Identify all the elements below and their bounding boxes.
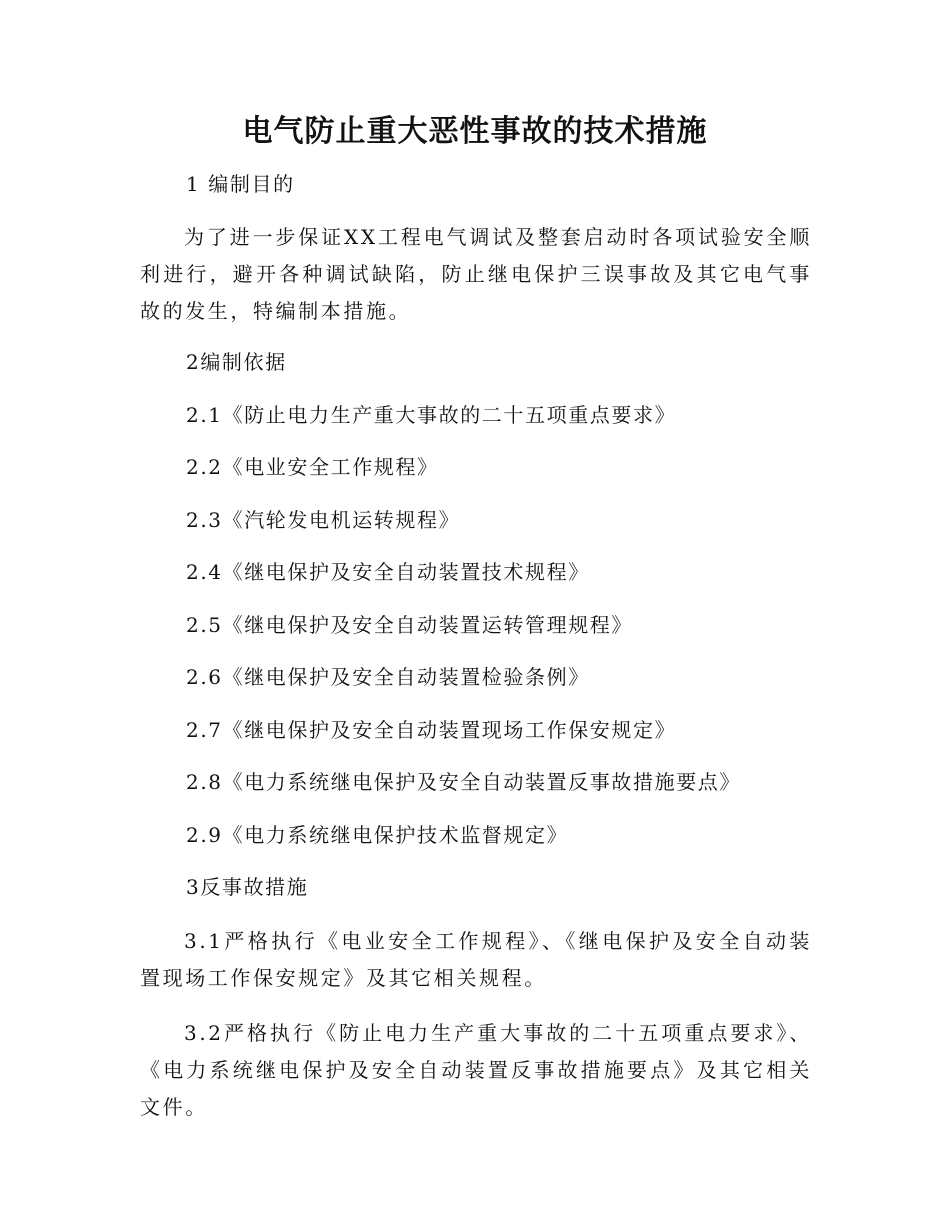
basis-item: 2.8《电力系统继电保护及安全自动装置反事故措施要点》 [186,770,742,794]
basis-item: 2.6《继电保护及安全自动装置检验条例》 [186,665,590,689]
basis-item: 2.4《继电保护及安全自动装置技术规程》 [186,560,590,584]
measure-paragraph: 3.2严格执行《防止电力生产重大事故的二十五项重点要求》、《电力系统继电保护及安全自动装置反事故措施要点》及其它相关文件。 [140,1021,812,1119]
basis-item: 2.9《电力系统继电保护技术监督规定》 [186,823,569,847]
document-title: 电气防止重大恶性事故的技术措施 [242,114,708,149]
basis-item: 2.7《继电保护及安全自动装置现场工作保安规定》 [186,718,677,742]
section-heading-purpose: 1 编制目的 [186,172,295,196]
section-heading-basis: 2编制依据 [186,350,287,374]
basis-item: 2.2《电业安全工作规程》 [186,455,439,479]
purpose-paragraph: 为了进一步保证XX工程电气调试及整套启动时各项试验安全顺利进行，避开各种调试缺陷，防止继电保护三误事故及其它电气事故的发生，特编制本措施。 [140,225,812,323]
measure-paragraph: 3.1严格执行《电业安全工作规程》、《继电保护及安全自动装置现场工作保安规定》及其它相关规程。 [140,929,812,990]
basis-item: 2.1《防止电力生产重大事故的二十五项重点要求》 [186,403,677,427]
section-heading-measures: 3反事故措施 [186,875,309,899]
basis-item: 2.3《汽轮发电机运转规程》 [186,508,461,532]
basis-item: 2.5《继电保护及安全自动装置运转管理规程》 [186,613,634,637]
